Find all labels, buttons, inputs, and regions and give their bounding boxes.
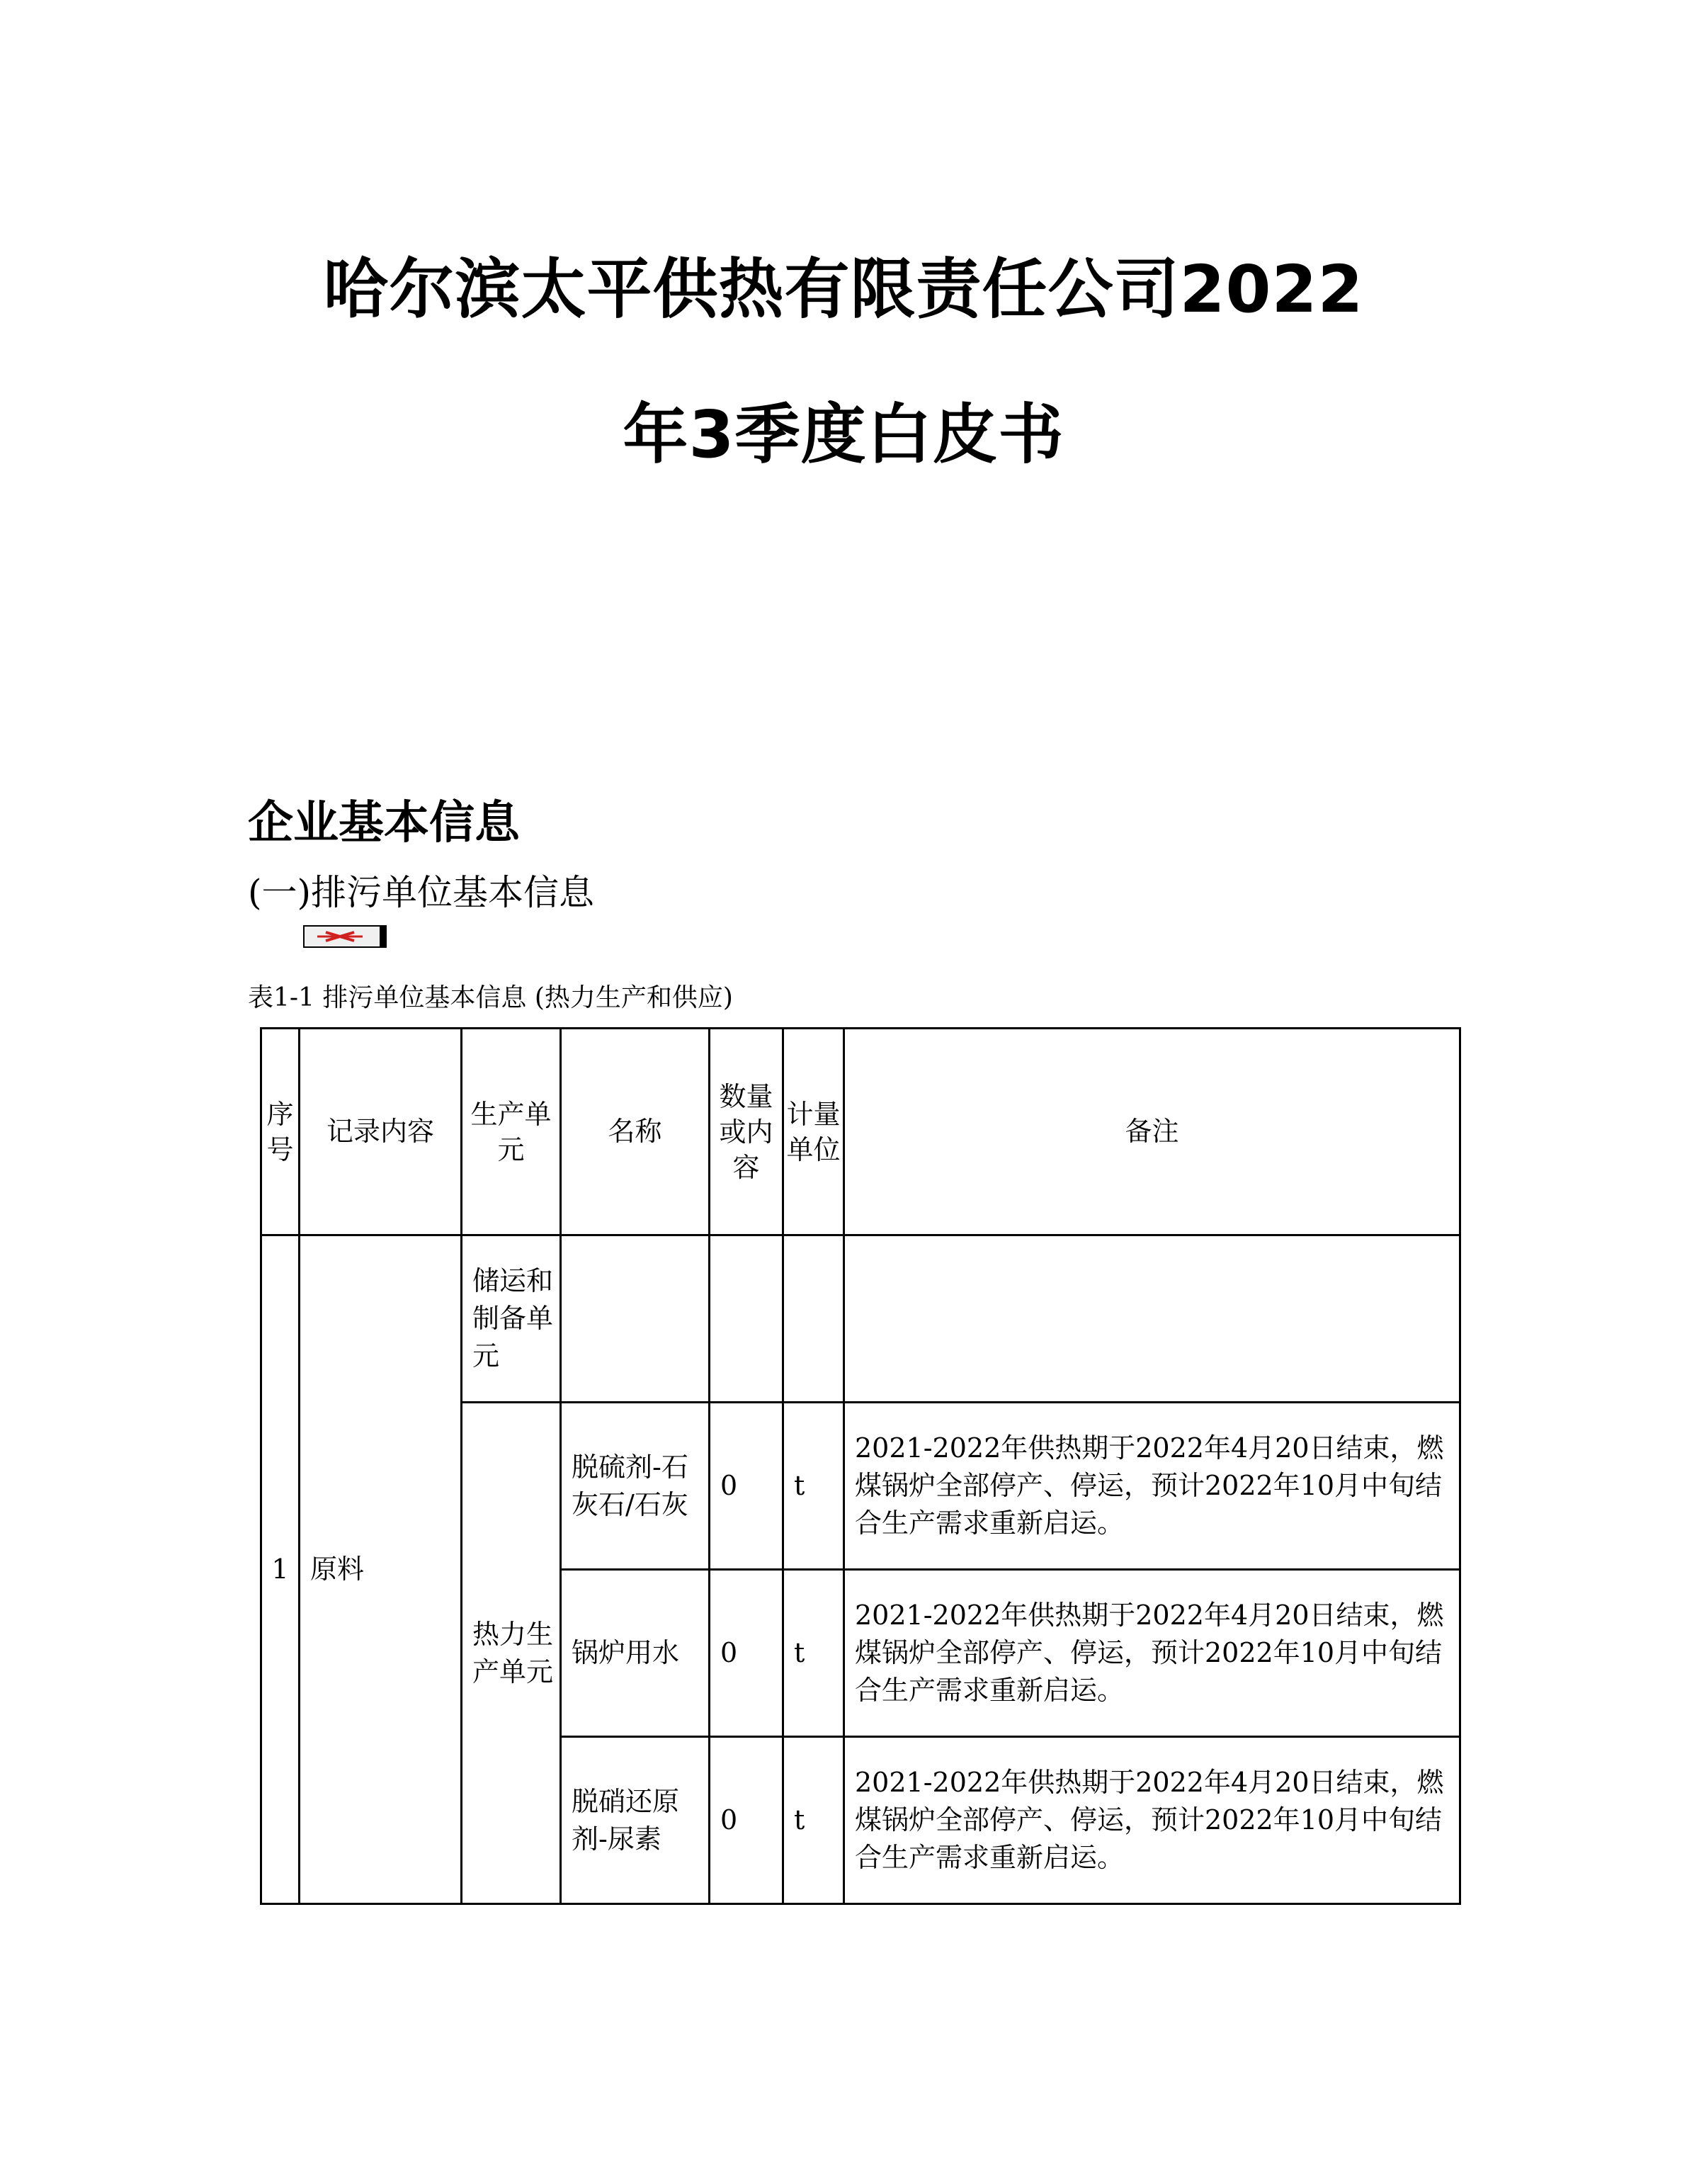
broken-image-icon xyxy=(303,925,387,948)
cell-name: 脱硝还原剂-尿素 xyxy=(561,1737,710,1904)
header-record: 记录内容 xyxy=(300,1029,462,1235)
cell-note: 2021-2022年供热期于2022年4月20日结束，燃煤锅炉全部停产、停运，预计2022年10月中旬结合生产需求重新启运。 xyxy=(844,1403,1460,1570)
cell-unit-heat: 热力生产单元 xyxy=(462,1403,561,1904)
cell-unit-storage: 储运和制备单元 xyxy=(462,1235,561,1403)
document-title-line-1: 哈尔滨太平供热有限责任公司2022 xyxy=(323,251,1364,327)
header-note: 备注 xyxy=(844,1029,1460,1235)
section-heading: 企业基本信息 xyxy=(248,797,520,849)
cell-note: 2021-2022年供热期于2022年4月20日结束，燃煤锅炉全部停产、停运，预计2022年10月中旬结合生产需求重新启运。 xyxy=(844,1570,1460,1737)
header-seq: 序号 xyxy=(261,1029,300,1235)
table-header-row xyxy=(261,1029,1460,1235)
header-production-unit: 生产单元 xyxy=(462,1029,561,1235)
cell-unit: t xyxy=(783,1403,844,1570)
cell-note: 2021-2022年供热期于2022年4月20日结束，燃煤锅炉全部停产、停运，预计2022年10月中旬结合生产需求重新启运。 xyxy=(844,1737,1460,1904)
pollutant-unit-info-table xyxy=(260,1027,1461,1905)
cell-qty: 0 xyxy=(710,1570,783,1737)
header-measure-unit: 计量单位 xyxy=(783,1029,844,1235)
cell-record: 原料 xyxy=(300,1235,462,1904)
document-title-line-2: 年3季度白皮书 xyxy=(623,397,1064,473)
cell-unit: t xyxy=(783,1737,844,1904)
header-name: 名称 xyxy=(561,1029,710,1235)
cell-name: 锅炉用水 xyxy=(561,1570,710,1737)
cell-unit: t xyxy=(783,1570,844,1737)
cell-name: 脱硫剂-石灰石/石灰 xyxy=(561,1403,710,1570)
cell-qty: 0 xyxy=(710,1737,783,1904)
subsection-heading: (一)排污单位基本信息 xyxy=(248,872,595,913)
header-quantity: 数量或内容 xyxy=(710,1029,783,1235)
cell-seq: 1 xyxy=(261,1235,300,1904)
cell-qty: 0 xyxy=(710,1403,783,1570)
table-caption: 表1-1 排污单位基本信息 (热力生产和供应) xyxy=(248,983,733,1012)
table-row xyxy=(261,1235,1460,1403)
